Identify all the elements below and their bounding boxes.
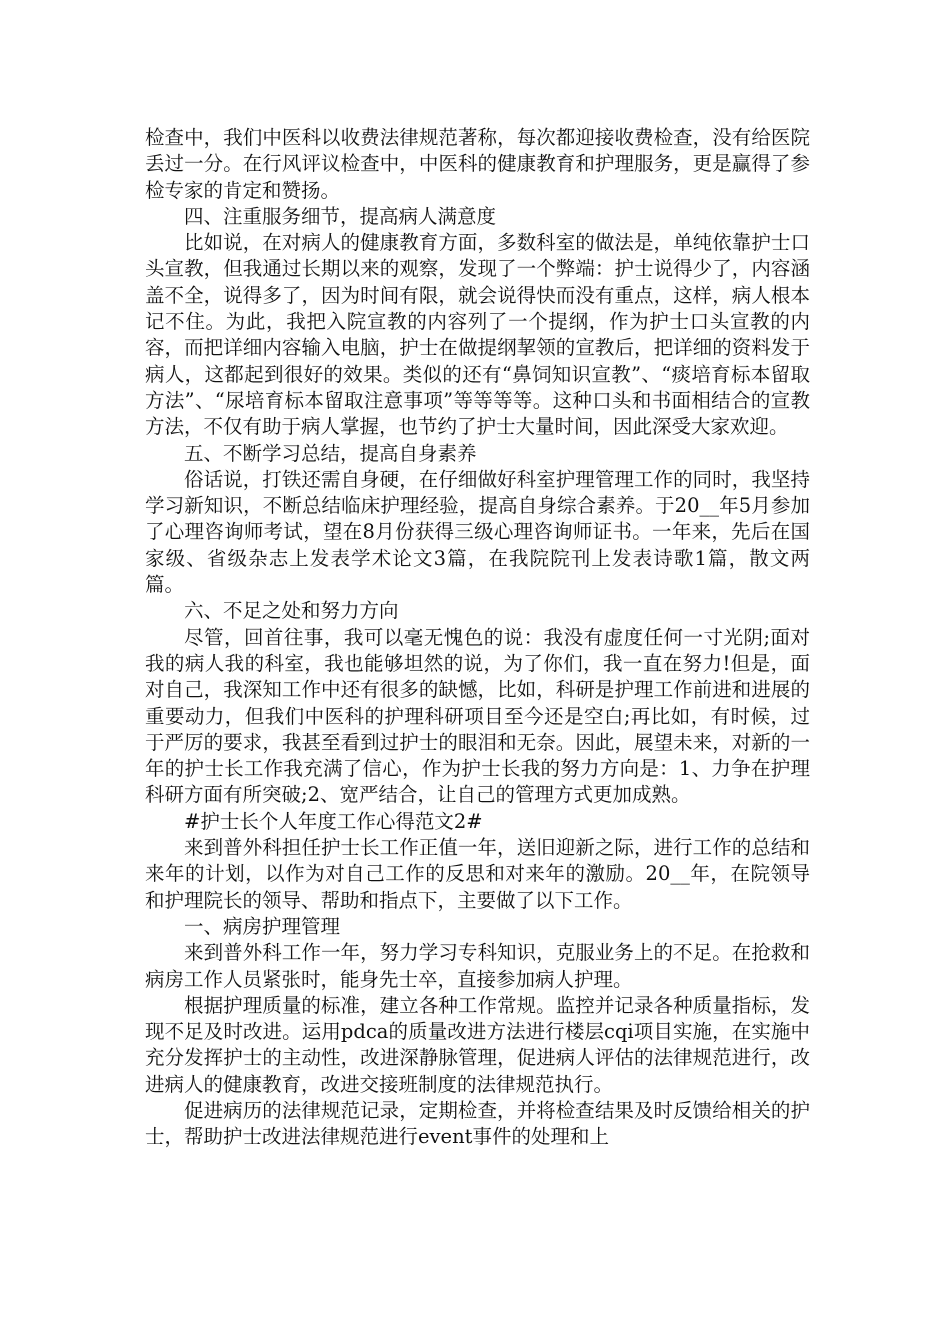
- section-heading: 一、病房护理管理: [184, 914, 341, 938]
- paragraph: 俗话说，打铁还需自身硬，在仔细做好科室护理管理工作的同时，我坚持学习新知识，不断总结临床护理经验，提高自身综合素养。于20__年5月参加了心理咨询师考试，望在8月份获得三级心理咨询师证书。一年来，先后在国家级、省级杂志上发表学术论文3篇，在我院院刊上发表诗歌1篇，散文两篇。: [145, 467, 810, 597]
- paragraph: 来到普外科担任护士长工作正值一年，送旧迎新之际，进行工作的总结和来年的计划，以作为对自己工作的反思和对来年的激励。20__年，在院领导和护理院长的领导、帮助和指点下，主要做了以下工作。: [145, 836, 810, 912]
- paragraph: 尽管，回首往事，我可以毫无愧色的说：我没有虚度任何一寸光阴;面对我的病人我的科室，我也能够坦然的说，为了你们，我一直在努力!但是，面对自己，我深知工作中还有很多的缺憾，比如，科研是护理工作前进和进展的重要动力，但我们中医科的护理科研项目至今还是空白;再比如，有时候，过于严厉的要求，我甚至看到过护士的眼泪和无奈。因此，展望未来，对新的一年的护士长工作我充满了信心，作为护士长我的努力方向是：1、力争在护理科研方面有所突破;2、宽严结合，让自己的管理方式更加成熟。: [145, 625, 810, 807]
- paragraph: 促进病历的法律规范记录，定期检查，并将检查结果及时反馈给相关的护士，帮助护士改进法律规范进行event事件的处理和上: [145, 1098, 810, 1149]
- paragraph: 比如说，在对病人的健康教育方面，多数科室的做法是，单纯依靠护士口头宣教，但我通过长期以来的观察，发现了一个弊端：护士说得少了，内容涵盖不全，说得多了，因为时间有限，就会说得快而没有重点，这样，病人根本记不住。为此，我把入院宣教的内容列了一个提纲，作为护士口头宣教的内容，而把详细内容输入电脑，护士在做提纲挈领的宣教后，把详细的资料发于病人，这都起到很好的效果。类似的还有“鼻饲知识宣教”、“痰培育标本留取方法”、“尿培育标本留取注意事项”等等等等。这种口头和书面相结合的宣教方法，不仅有助于病人掌握，也节约了护士大量时间，因此深受大家欢迎。: [145, 231, 810, 439]
- document-page: [145, 125, 810, 1151]
- article-title: #护士长个人年度工作心得范文2#: [184, 809, 483, 833]
- paragraph: 来到普外科工作一年，努力学习专科知识，克服业务上的不足。在抢救和病房工作人员紧张时，能身先士卒，直接参加病人护理。: [145, 941, 810, 991]
- paragraph: 根据护理质量的标准，建立各种工作常规。监控并记录各种质量指标，发现不足及时改进。运用pdca的质量改进方法进行楼层cqi项目实施，在实施中充分发挥护士的主动性，改进深静脉管理，促进病人评估的法律规范进行，改进病人的健康教育，改进交接班制度的法律规范执行。: [145, 993, 810, 1096]
- paragraph: 检查中，我们中医科以收费法律规范著称，每次都迎接收费检查，没有给医院丢过一分。在行风评议检查中，中医科的健康教育和护理服务，更是赢得了参检专家的肯定和赞扬。: [145, 126, 810, 202]
- section-heading: 四、注重服务细节，提高病人满意度: [184, 204, 497, 228]
- section-heading: 五、不断学习总结，提高自身素养: [184, 441, 477, 465]
- section-heading: 六、不足之处和努力方向: [184, 599, 399, 623]
